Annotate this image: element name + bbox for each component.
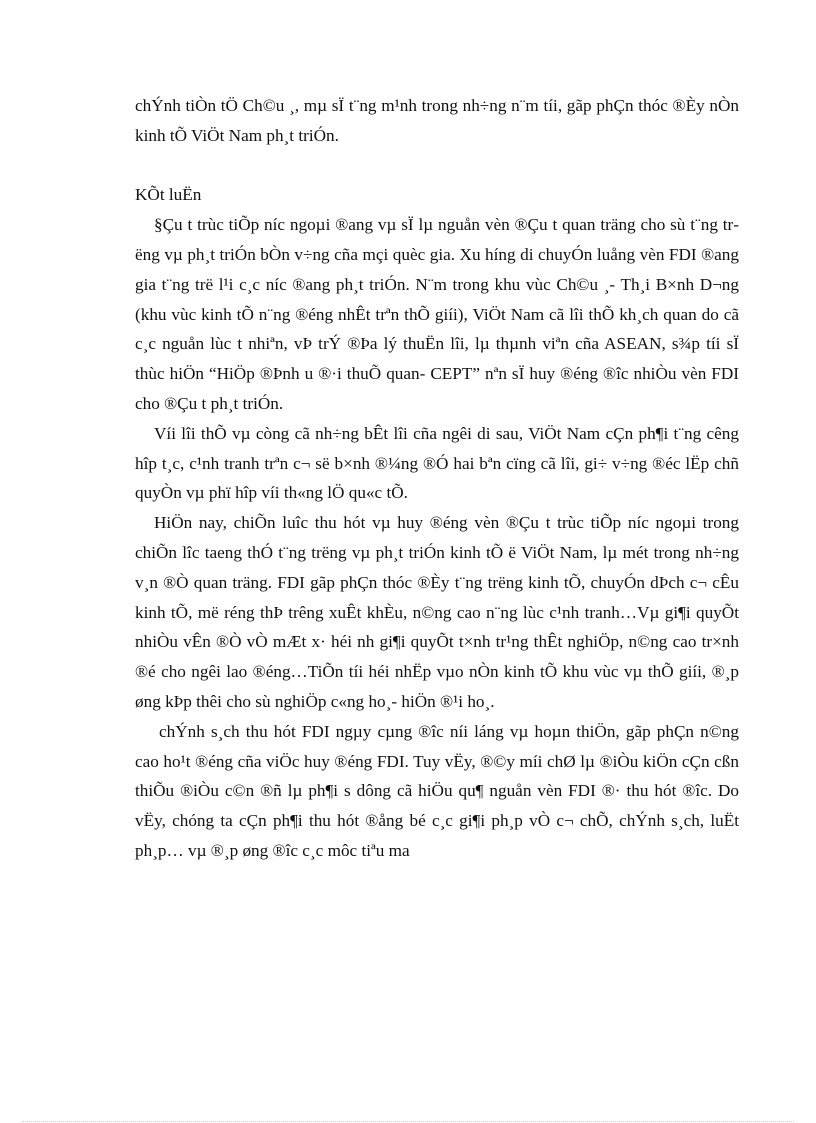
paragraph-2: Víi lîi thÕ vµ còng cã nh÷ng bÊt lîi cña ngêi di sau, ViÖt Nam cÇn ph¶i t¨ng cêng hîp t¸c, c¹nh tranh trªn c¬ së b×nh ®¼ng ®Ó hai bªn cïng cã lîi, gi÷ v÷ng ®éc lËp chñ quyÒn vµ phï hîp víi th«ng lÖ qu«c tÕ. bbox=[135, 423, 739, 503]
paragraph-4: chÝnh s¸ch thu hót FDI ngµy cµng ®îc níi láng vµ hoµn thiÖn, gãp phÇn n©ng cao ho¹t ®éng cña viÖc huy ®éng FDI. Tuy vËy, ®©y míi chØ lµ ®iÒu kiÖn cÇn cßn thiÕu ®iÒu c©n ®ñ lµ ph¶i s dông cã hiÖu qu¶ nguån vèn FDI ®· thu hót ®îc. Do vËy, chóng ta cÇn ph¶i thu hót ®ång bé c¸c gi¶i ph¸p vÒ c¬ chÕ, chÝnh s¸ch, luËt ph¸p… vµ ®¸p øng ®îc c¸c môc tiªu ma bbox=[135, 721, 739, 860]
section-heading: KÕt luËn bbox=[135, 185, 202, 205]
page-bottom-rule bbox=[22, 1121, 794, 1122]
blank-line bbox=[135, 151, 739, 181]
paragraph-1: §Çu t trùc tiÕp níc ngoµi ®ang vµ sÏ lµ nguån vèn ®Çu t quan träng cho sù t¨ng trëng vµ ph¸t triÓn bÒn v÷ng cña mçi quèc gia. Xu híng di chuyÓn luång vèn FDI ®ang gia t¨ng trë l¹i c¸c níc ®ang ph¸t triÓn. N¨m trong khu vùc Ch©u ¸- Th¸i B×nh D¬ng (khu vùc kinh tÕ n¨ng ®éng nhÊt trªn thÕ giíi), ViÖt Nam cã lîi thÕ kh¸ch quan do cã c¸c nguån lùc t nhiªn, vÞ trÝ ®Þa lý thuËn lîi, lµ thµnh viªn cña ASEAN, s¾p tíi sÏ thùc hiÖn “HiÖp ®Þnh u ®·i thuÕ quan- CEPT” nªn sÏ huy ®éng ®îc nhiÒu vèn FDI cho ®Çu t ph¸t triÓn. bbox=[135, 215, 739, 413]
paragraph-3: HiÖn nay, chiÕn luîc thu hót vµ huy ®éng vèn ®Çu t trùc tiÕp níc ngoµi trong chiÕn lîc taeng thÓ t¨ng trëng vµ ph¸t triÓn kinh tÕ ë ViÖt Nam, lµ mét trong nh÷ng v¸n ®Ò quan träng. FDI gãp phÇn thóc ®Èy t¨ng trëng kinh tÕ, chuyÓn dÞch c¬ cÊu kinh tÕ, më réng thÞ trêng xuÊt khÈu, n©ng cao n¨ng lùc c¹nh tranh…Vµ gi¶i quyÕt nhiÒu vÊn ®Ò vÒ mÆt x· héi nh gi¶i quyÕt t×nh tr¹ng thÊt nghiÖp, n©ng cao tr×nh ®é cho ngêi lao ®éng…TiÕn tíi héi nhËp vµo nÒn kinh tÕ khu vùc vµ thÕ giíi, ®¸p øng kÞp thêi cho sù nghiÖp c«ng ho¸- hiÖn ®¹i ho¸. bbox=[135, 513, 739, 711]
document-body bbox=[135, 91, 739, 866]
paragraph-continued: chÝnh tiÒn tÖ Ch©u ¸, mµ sÏ t¨ng m¹nh trong nh÷ng n¨m tíi, gãp phÇn thóc ®Èy nÒn kinh tÕ ViÖt Nam ph¸t triÓn. bbox=[135, 96, 739, 145]
